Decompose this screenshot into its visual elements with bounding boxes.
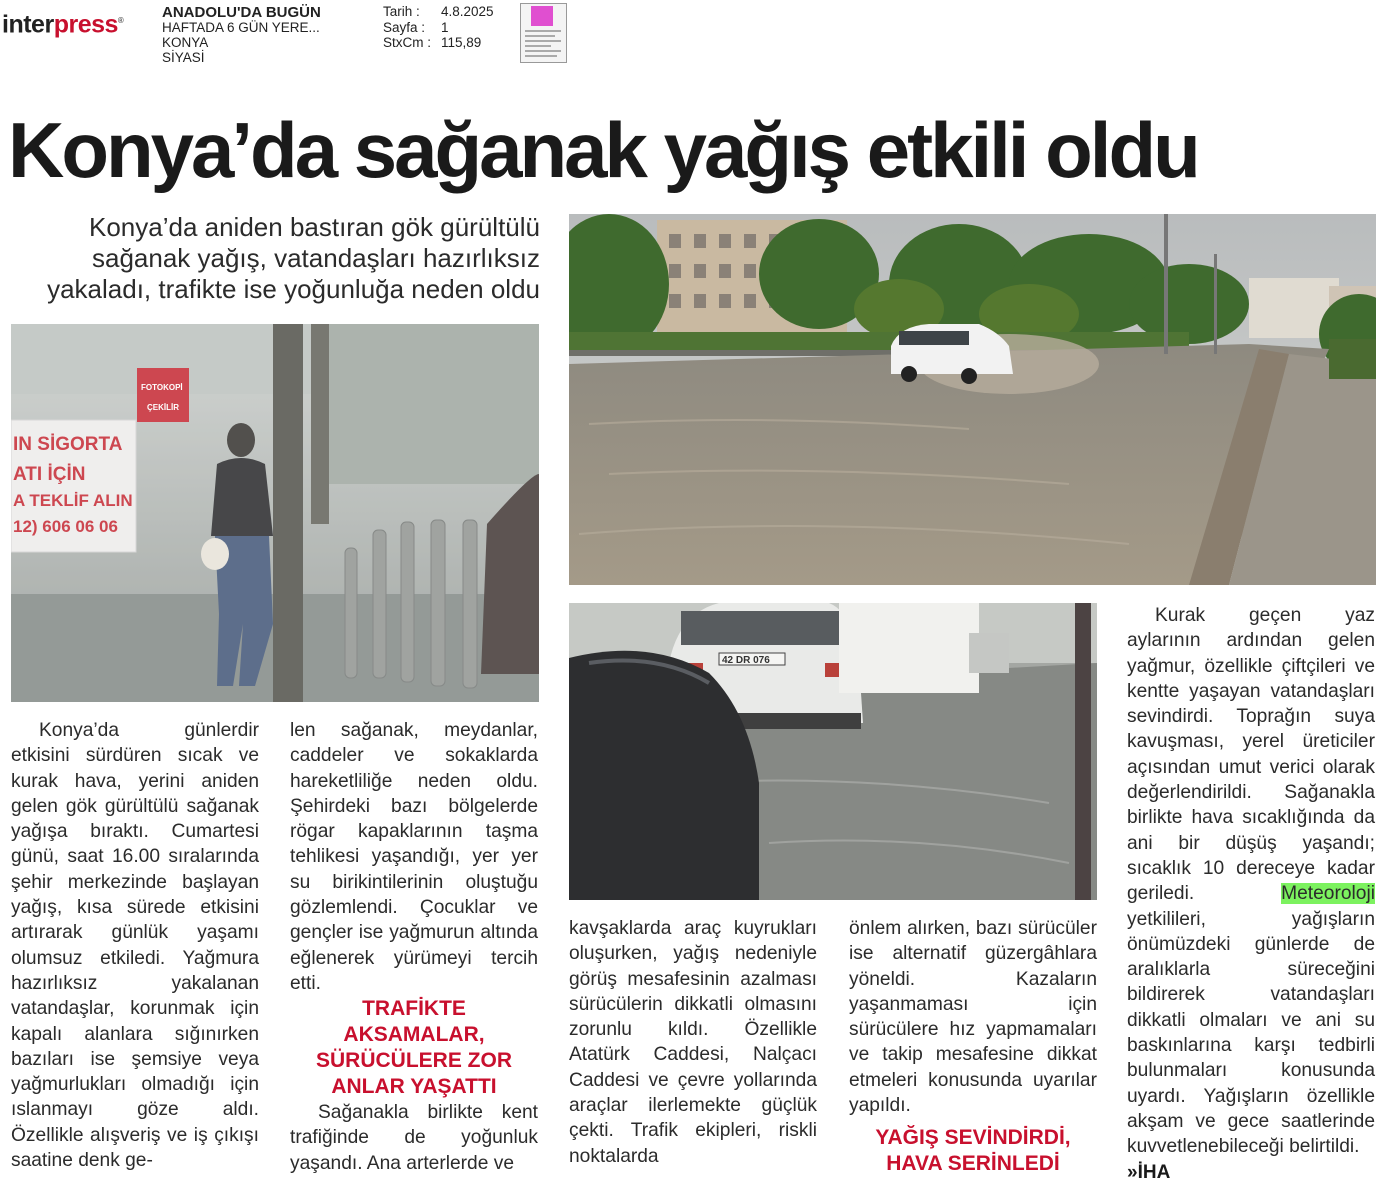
sign-top-1: FOTOKOPİ [141,383,183,392]
thumbnail-highlight [531,6,553,26]
column-2-text-b: Sağanakla birlikte kent trafiğinde de yoğunluk yaşandı. Ana arterlerde ve [290,1102,538,1174]
column-5-text-b: yetkilileri, yağışların önümüzdeki günlerde de aralıklarla süreceğini bildirerek vatandaşları dikkatli olmaları ve ani su baskınlarına karşı tedbirli bulunmaları konusunda uyardı. Yağışların özellikle akşam ve gece saatlerinde kuvvetlenebileceği belirtildi. [1127,908,1375,1158]
article-column-2 [290,718,538,996]
publication-section: SİYASİ [162,50,205,65]
photo-flooded-road [569,214,1376,585]
subhead-traffic: TRAFİKTE AKSAMALAR, SÜRÜCÜLERE ZOR ANLAR YAŞATTI [315,997,512,1098]
subhead-weather: YAĞIŞ SEVİNDİRDİ, HAVA SERİNLEDİ [875,1126,1071,1175]
publication-info [162,5,321,65]
logo-main: inter [2,10,54,39]
clipping-details [383,4,494,51]
publication-name: ANADOLU'DA BUGÜN [162,4,321,21]
article-headline: Konya’da sağanak yağış etkili oldu [8,106,1198,194]
sign-line-4: 12) 606 06 06 [13,517,118,536]
sign-line-3: A TEKLİF ALIN [13,491,133,510]
page-label: Sayfa : [383,19,426,35]
interpress-logo [2,6,123,39]
article-column-1 [11,718,259,1173]
sign-line-2: ATI İÇİN [13,464,86,485]
article-column-4 [849,916,1097,1118]
logo-registered-mark: ® [117,16,124,25]
date-label: Tarih : [383,4,420,19]
column-2-text-a: len sağanak, meydanlar, caddeler ve sokaklarda hareketliliğe neden oldu. Şehirdeki bazı bölgelerde rögar kapaklarının taşma tehlikesi yaşandığı, yer yer su birikintilerinin oluştuğu gözlemlendi. Çocuklar ve gençler ise yağmurun altında eğlenerek yürümeyi tercih etti. [290,720,538,994]
article-column-2b [290,1100,538,1176]
column-1-text: Konya’da günlerdir etkisini sürdüren sıcak ve kurak hava, yerini aniden gelen gök gürültülü sağanak yağışa bıraktı. Cumartesi günü, saat 16.00 sıralarında şehir merkezinde başlayan yağış, kısa sürede etkisini artırarak günlük yaşamı olumsuz etkiledi. Yağmura hazırlıksız yakalanan vatandaşlar, korunmak için kapalı alanlara sığınırken bazıları ise şemsiye veya yağmurlukları olmadığı için ıslanmayı göze aldı. Özellikle alışveriş ve iş çıkışı saatine denk ge- [11,720,259,1172]
photo-woman-in-rain [11,324,539,702]
page-thumbnail[interactable] [520,3,567,63]
publication-frequency: HAFTADA 6 GÜN YERE... [162,20,320,35]
article-subheading: Konya’da aniden bastıran gök gürültülü sağanak yağış, vatandaşları hazırlıksız yakaladı, trafikte ise yoğunluğa neden oldu [47,212,540,304]
license-plate: 42 DR 076 [722,655,770,666]
sign-top-2: ÇEKİLİR [147,403,179,412]
meteoroloji-highlight: Meteoroloji [1281,883,1375,905]
column-5-text-a: Kurak geçen yaz aylarının ardından gelen yağmur, özellikle çiftçileri ve kentte yaşayan vatandaşları sevindirdi. Toprağın suya kavuşması, yerel üreticiler açısından umut verici olarak değerlendirildi. Sağanakla birlikte hava sıcaklığında da ani bir düşüş yaşandı; sıcaklık 10 dereceye kadar geriledi. [1127,605,1375,905]
article-column-3 [569,916,817,1169]
logo-accent: press [53,10,118,39]
column-3-text: kavşaklarda araç kuyrukları oluşurken, yağış nedeniyle görüş mesafesinin azalması sürücülerin dikkatli olmasını zorunlu kıldı. Özellikle Atatürk Caddesi, Nalçacı Caddesi ve çevre yollarında araçlar ilerlemekte güçlük çekti. Trafik ekipleri, riskli noktalarda [569,918,817,1167]
agency-signature: »İHA [1127,1161,1171,1183]
photo-traffic-in-rain [569,603,1097,900]
stxcm-label: StxCm : [383,35,432,50]
column-4-text: önlem alırken, bazı sürücüler ise alternatif güzergâhlara yöneldi. Kazaların yaşanmaması için sürücülere hız yapmamaları ve takip mesafesine dikkat etmeleri konusunda uyarılar yapıldı. [849,918,1097,1117]
article-column-5 [1127,603,1375,1185]
column-5-text [1127,603,1375,1160]
stxcm-value: 115,89 [441,35,482,50]
publication-city: KONYA [162,35,209,50]
page-value: 1 [441,19,449,35]
sign-line-1: IN SİGORTA [13,434,123,455]
date-value: 4.8.2025 [441,4,494,19]
